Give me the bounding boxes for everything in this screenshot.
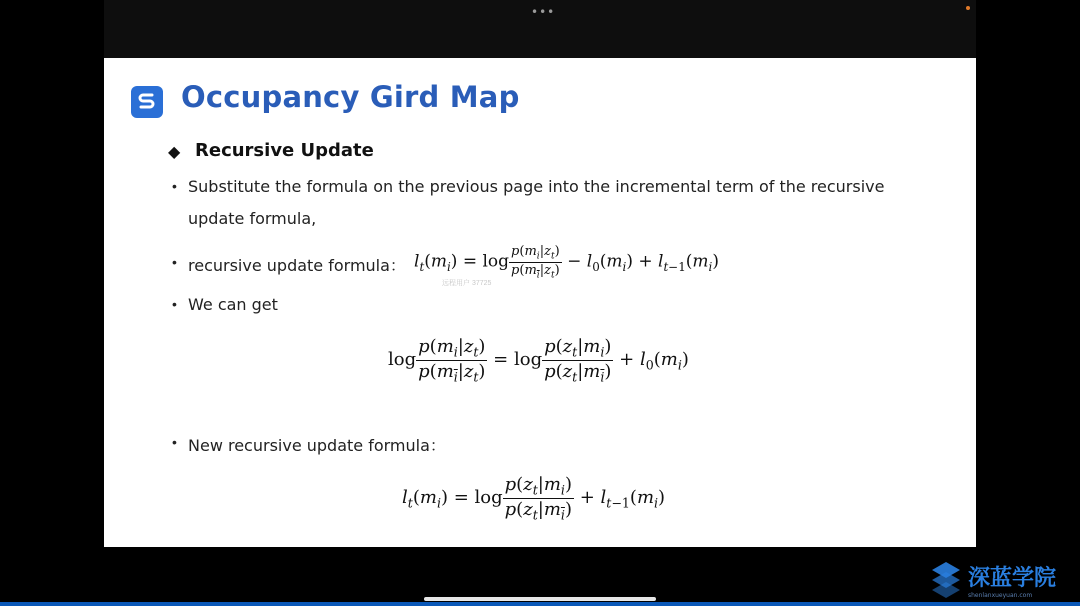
brand-name: 深蓝学院 bbox=[968, 566, 1057, 591]
derived-log-odds-formula: log $\frac{p(m_i|z_t)}{p(m_i|z_t)}$ = log $\frac{p(z_t|m_i)}{p(z_t|m_i)}$ + $l_0(m_i)$ bbox=[388, 336, 689, 385]
brand-logo bbox=[926, 558, 1066, 602]
presentation-slide bbox=[104, 58, 976, 547]
recording-indicator bbox=[966, 6, 970, 10]
window-menu-dots[interactable]: ••• bbox=[531, 5, 556, 19]
slide-title: Occupancy Gird Map bbox=[181, 80, 520, 114]
bullet-dot-icon: • bbox=[172, 296, 177, 312]
watermark: 远程用户 37725 bbox=[442, 280, 492, 287]
bullet-text-2: recursive update formula： bbox=[188, 256, 406, 275]
bullet-text-3: We can get bbox=[188, 295, 278, 314]
recursive-update-formula: $l_t(m_i) = \log$ $\frac{p(m_i|z_t)}{p(m_i|z_t)}$ − $l_0(m_i) + l_{t-1}(m_i)$ bbox=[414, 244, 719, 281]
bullet-text-4: New recursive update formula： bbox=[188, 436, 446, 455]
bullet-dot-icon: • bbox=[172, 434, 177, 450]
bullet-dot-icon: • bbox=[172, 254, 177, 270]
logo-icon bbox=[131, 86, 163, 118]
bullet-dot-icon: • bbox=[172, 178, 177, 194]
home-indicator[interactable] bbox=[424, 597, 656, 601]
diamond-bullet-icon: ◆ bbox=[168, 144, 181, 161]
bullet-text-1-cont: update formula, bbox=[188, 209, 317, 228]
brand-url: shenlanxueyuan.com bbox=[968, 592, 1033, 599]
bullet-text-1: Substitute the formula on the previous page into the incremental term of the recursive bbox=[188, 177, 885, 196]
bottom-accent-bar bbox=[0, 602, 1080, 606]
section-heading: Recursive Update bbox=[195, 140, 374, 161]
new-recursive-update-formula: $l_t(m_i) = \log$ $\frac{p(z_t|m_i)}{p(z_t|m_i)}$ + $l_{t-1}(m_i)$ bbox=[402, 474, 666, 523]
